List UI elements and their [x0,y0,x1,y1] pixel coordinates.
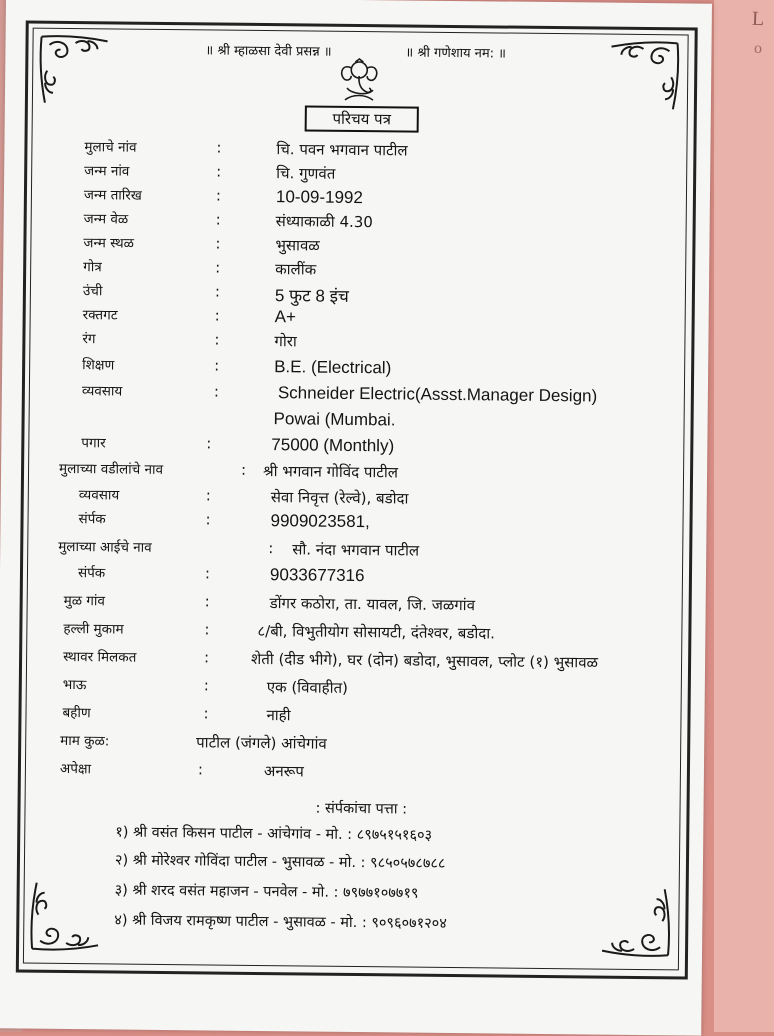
detail-value: 9033677316 [269,565,365,586]
contact-item: ३) श्री शरद वसंत महाजन - पनवेल - मो. : ७९७७१०७७१९ [114,882,419,902]
detail-value: नाही [266,706,291,725]
detail-value: सौ. नंदा भगवान पाटील [292,540,420,560]
page-title: परिचय पत्र [305,105,419,132]
detail-colon: : [216,162,222,181]
detail-value: 75000 (Monthly) [271,435,395,456]
detail-label: अपेक्षा [59,760,92,778]
detail-value: शेती (दीड भीगे), घर (दोन) बडोदा, भुसावल, प्लोट (१) भुसावळ [250,649,599,672]
detail-label: रंग [82,331,96,348]
detail-value: संध्याकाळी 4.30 [275,212,374,232]
detail-label: भाऊ [62,676,87,694]
corner-flourish-icon [596,883,675,962]
invocation-mhalsa: ॥ श्री म्हाळसा देवी प्रसन्न ॥ [205,43,332,60]
detail-colon: : [215,234,221,253]
background-right-paper [714,0,774,1032]
detail-value: 9909023581, [270,511,370,532]
detail-value: Schneider Electric(Assst.Manager Design) [277,383,598,406]
detail-value: B.E. (Electrical) [274,357,392,378]
detail-colon: : [216,138,222,157]
detail-label: जन्म नांव [84,163,130,180]
detail-colon: : [205,486,211,505]
detail-label: हल्ली मुकाम [63,620,124,638]
detail-label: बहीण [62,704,91,722]
detail-value: चि. गुणवंत [276,164,336,183]
detail-colon: : [268,539,274,558]
detail-colon: : [214,330,220,349]
detail-label: माम कुळ: [60,732,110,750]
detail-value: डोंगर कठोरा, ता. यावल, जि. जळगांव [269,594,476,615]
detail-label: गोत्र [83,259,102,276]
detail-label: संर्पक [78,511,106,528]
contact-item: २) श्री मोरेश्वर गोविंदा पाटील - भुसावळ - मो. : ९८५०५७८७८८ [114,852,446,872]
detail-label: मुलाच्या वडीलांचे नाव [58,460,164,478]
detail-label: जन्म तारिख [83,187,142,204]
detail-value: पाटील (जंगले) आंचेगांव [196,733,327,753]
detail-colon: : [214,282,221,301]
detail-colon: : [203,704,209,723]
invocation-ganesha: ॥ श्री गणेशाय नम: ॥ [405,45,507,62]
detail-value: A+ [274,307,297,327]
detail-label: संर्पक [77,565,106,582]
detail-label: रक्तगट [82,307,118,324]
contact-item: १) श्री वसंत किसन पाटील - आंचेगांव - मो. : ८९७५१५१६०३ [115,824,433,844]
detail-value: गोरा [274,332,297,351]
detail-colon: : [204,592,210,611]
detail-colon: : [213,382,220,401]
detail-colon: : [215,210,221,229]
detail-colon: : [204,564,211,583]
detail-label: स्थावर मिलकत [63,648,137,666]
background-mark: o [754,40,762,57]
detail-colon: : [205,510,211,529]
detail-value: ८/बी, विभुतीयोग सोसायटी, दंतेश्वर, बडोदा. [257,621,496,643]
detail-label: जन्म स्थळ [83,235,135,252]
detail-label: व्यवसाय [81,383,123,400]
contact-item: ४) श्री विजय रामकृष्ण पाटील - भुसावळ - मो. : ९०९६०७१२०४ [114,912,447,932]
detail-label: मुळ गांव [63,592,106,610]
detail-colon: : [206,434,212,453]
detail-label: उंची [82,283,103,300]
background-mark: L [751,7,765,31]
detail-label: व्यवसाय [78,487,120,504]
contacts-heading: : संर्पकांचा पत्ता : [315,800,408,818]
detail-value: सेवा निवृत्त (रेल्वे), बडोदा [270,488,409,508]
detail-label: पगार [81,435,106,452]
detail-colon: : [197,760,204,779]
detail-value: एक (विवाहीत) [266,678,349,697]
detail-label: मुलाच्या आईचे नाव [58,538,152,556]
detail-colon: : [214,306,220,325]
detail-value: श्री भगवान गोविंद पाटील [262,462,399,482]
detail-colon: : [214,356,220,375]
detail-colon: : [204,620,210,639]
detail-value: कालींक [275,260,317,279]
detail-value: चि. पवन भगवान पाटील [276,140,408,160]
ganesha-icon [337,58,381,104]
detail-value-continued: Powai (Mumbai. [273,409,396,430]
detail-value: भुसावळ [275,236,320,255]
detail-colon: : [215,186,222,205]
detail-value: 10-09-1992 [275,187,363,208]
detail-label: जन्म वेळ [83,211,129,228]
corner-flourish-icon [26,877,105,956]
detail-colon: : [204,648,210,667]
detail-colon: : [215,258,221,277]
detail-label: शिक्षण [82,357,115,374]
detail-colon: : [240,460,247,479]
detail-value: 5 फुट 8 इंच [274,286,349,306]
detail-label: मुलाचे नांव [84,139,137,156]
detail-value: अनरूप [263,762,304,781]
detail-colon: : [203,676,209,695]
